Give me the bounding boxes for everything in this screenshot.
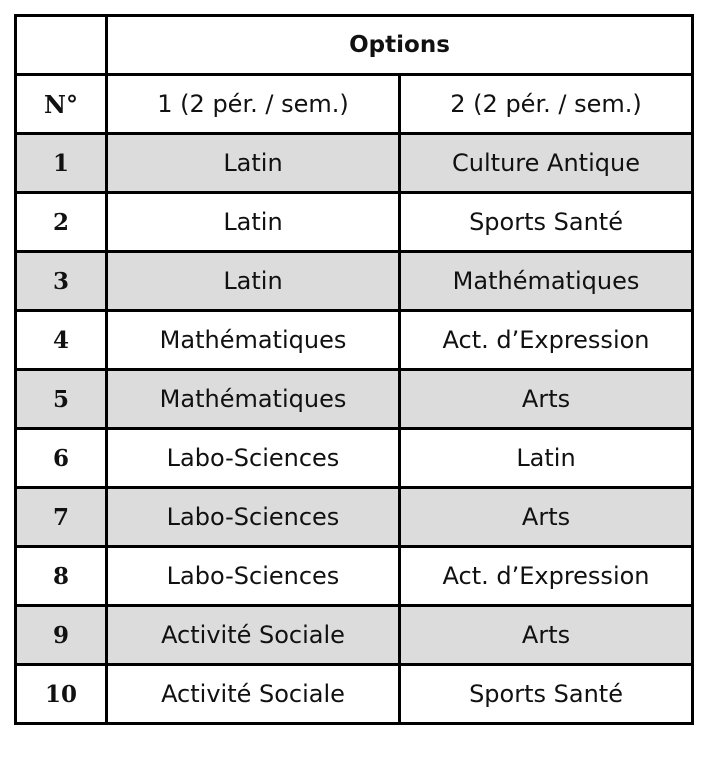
row-number: 2 [16, 193, 107, 252]
option2-cell: Act. d’Expression [400, 547, 693, 606]
table-row [16, 370, 693, 429]
option1-cell: Labo-Sciences [107, 429, 400, 488]
option1-cell: Activité Sociale [107, 665, 400, 724]
options-header: Options [107, 16, 693, 75]
option1-cell: Mathématiques [107, 370, 400, 429]
row-number: 8 [16, 547, 107, 606]
option1-cell: Latin [107, 252, 400, 311]
row-number: 5 [16, 370, 107, 429]
table-row [16, 134, 693, 193]
table-row [16, 429, 693, 488]
row-number: 6 [16, 429, 107, 488]
row-number: 1 [16, 134, 107, 193]
options-table [14, 14, 694, 725]
row-number: 7 [16, 488, 107, 547]
option1-cell: Latin [107, 193, 400, 252]
option1-cell: Labo-Sciences [107, 488, 400, 547]
header-row-sub [16, 75, 693, 134]
table-row [16, 665, 693, 724]
table-row [16, 193, 693, 252]
option2-cell: Arts [400, 370, 693, 429]
option2-cell: Mathématiques [400, 252, 693, 311]
option2-cell: Culture Antique [400, 134, 693, 193]
row-number: 10 [16, 665, 107, 724]
option2-cell: Latin [400, 429, 693, 488]
option2-cell: Arts [400, 488, 693, 547]
option2-column-header: 2 (2 pér. / sem.) [400, 75, 693, 134]
option2-cell: Sports Santé [400, 665, 693, 724]
table-row [16, 606, 693, 665]
table-row [16, 252, 693, 311]
empty-corner-cell [16, 16, 107, 75]
option2-cell: Sports Santé [400, 193, 693, 252]
option2-cell: Act. d’Expression [400, 311, 693, 370]
option1-cell: Labo-Sciences [107, 547, 400, 606]
row-number: 3 [16, 252, 107, 311]
option2-cell: Arts [400, 606, 693, 665]
table-row [16, 311, 693, 370]
option1-column-header: 1 (2 pér. / sem.) [107, 75, 400, 134]
row-number: 9 [16, 606, 107, 665]
number-column-header: N° [16, 75, 107, 134]
row-number: 4 [16, 311, 107, 370]
table-row [16, 547, 693, 606]
option1-cell: Activité Sociale [107, 606, 400, 665]
option1-cell: Latin [107, 134, 400, 193]
option1-cell: Mathématiques [107, 311, 400, 370]
table-row [16, 488, 693, 547]
header-row-top [16, 16, 693, 75]
